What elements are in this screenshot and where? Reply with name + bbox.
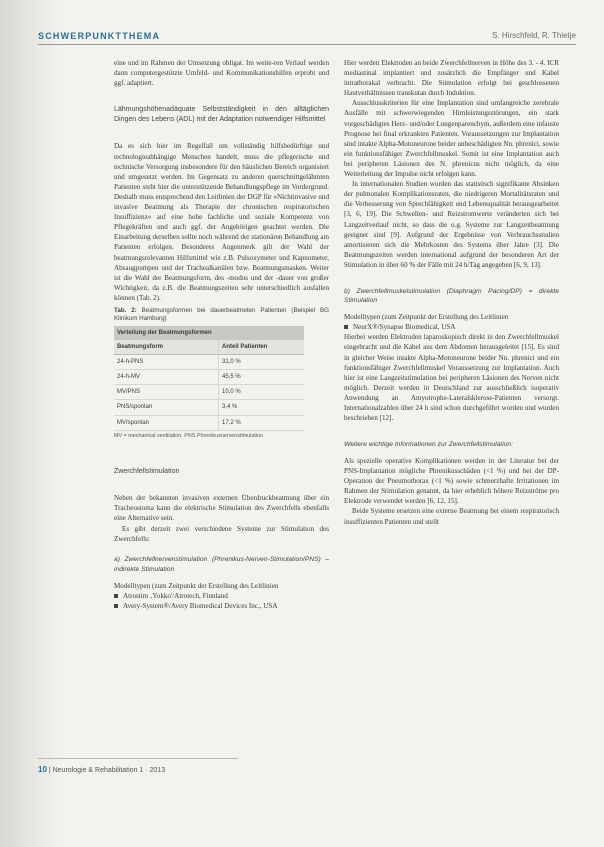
table-header-cell: Beatmungsform xyxy=(114,340,219,355)
subheading: b) Zwerchfellmuskelstimulation (Diaphragm Pacing/DP) = direkte Stimulation xyxy=(344,287,559,305)
table-cell: PNS/spontan xyxy=(114,400,219,415)
table-cell: MV/spontan xyxy=(114,415,219,430)
paragraph: eine und im Rahmen der Umsetzung obligat. Im weite-ren Verlauf werden dann computergestützte Umfeld- und Kommunikationshilfen erprobt und ggf. adaptiert. xyxy=(114,59,329,88)
list-item-text: Avery-System®/Avery Biomedical Devices Inc., USA xyxy=(123,602,278,611)
section-heading: Zwerchfellstimulation xyxy=(114,467,180,475)
table-row xyxy=(114,415,304,430)
paragraph: Modelltypen (zum Zeitpunkt der Erstellung des Leitlinien xyxy=(344,313,509,322)
page-number: 10 xyxy=(38,765,47,774)
paragraph: Es gibt derzeit zwei verschiedene Systeme zur Stimulation des Zwerchfells: xyxy=(114,524,329,543)
footer-separator: | xyxy=(48,767,53,774)
table-cell: MV/PNS xyxy=(114,385,219,400)
table-cell: 24-h-MV xyxy=(114,370,219,385)
section-label: SCHWERPUNKTTHEMA xyxy=(38,31,161,41)
table-row xyxy=(114,355,304,370)
list-item xyxy=(114,601,329,611)
table-row xyxy=(114,385,304,400)
list-item xyxy=(344,322,559,332)
subsection-heading: Lähmungshöhenadäquate Selbstständigkeit in den alltäglichen Dingen des Lebens (ADL) mit der Adaptation notwendiger Hilfsmittel xyxy=(114,106,329,123)
paragraph: Beide Systeme ersetzen eine externe Beatmung bei einem respiratorisch insuffizienten Patienten und stellt xyxy=(344,507,559,526)
table-cell: 17,2 % xyxy=(219,415,305,430)
paragraph: Modelltypen (zum Zeitpunkt der Erstellung des Leitlinien xyxy=(114,581,279,590)
table-caption-text: Beatmungsformen bei dauerbeatmeten Patienten (Beispiel BG Klinikum Hamburg) xyxy=(114,306,329,322)
paragraph: In internationalen Studien wurden das statistisch signifikante Absinken der pulmonalen Komplikationsraten, die niedrigeren Mortalitätsraten und die Verbesserung von Sprechfähigkeit und Lebensqualität herausgearbeitet [3, 6, 19]. Die Schwellen- und Reizstromwerte veränderten sich bei Langzeitverlauf nicht, so dass die o.g. Systeme zur Langzeitbeatmung geeignet sind [9]. Aufgrund der Ergebnisse von Verbrauchsstudien amortisieren sich die Mehrkosten des Systems über Jahre [3]. Die Beatmungszeiten werden international aufgrund der besonderen Art der Stimulation in über 60 % der Fälle mit 24 h/Tag angegeben [6, 9, 13]. xyxy=(344,180,559,269)
table-footnote: MV = mechanical ventilation, PNS Phrenikusnervenstimulation xyxy=(114,432,264,439)
paragraph: Neben der bekannten invasiven externen Überdruckbeatmung über ein Tracheostoma kann die elektrische Stimulation des Zwerchfells ebenfalls eine Alternative sein. xyxy=(114,494,329,523)
header-rule xyxy=(38,44,576,45)
table-cell: 3,4 % xyxy=(219,400,305,415)
table-row xyxy=(114,370,304,385)
table-caption xyxy=(114,307,329,323)
paragraph: Da es sich hier im Regelfall um vollständig hilfsbedürftige und technologieabhängige Menschen handelt, muss die pflegerische und technische Versorgung insbesondere für den häuslichen Bereich organisiert und umgesetzt werden. Im Gegensatz zu anderen querschnittgelähmten Patienten steht hier die unterstützende Behandlungspflege im Vordergrund. Deshalb muss entsprechend den Leitlinien der DGP für »Nichtinvasive und invasive Beatmung als Therapie der chronischen respiratorischen Insuffizienz« auf eine hohe fachliche und soziale Kompetenz von Pflegekräften und auch ggf. der Angehörigen geachtet werden. Die Einarbeitung derselben sollte noch während der stationären Behandlung am Patienten erfolgen. Besonderes Augenmerk gilt der Wahl der beatmungsrelevanten Hilfsmittel wie z.B. Pulsoxymeter und Kapnometer, Absaugpumpen und der Trachealkanülen bzw. Beatmungsmasken. Weiter ist die Wahl der Beatmungsform, des -modus und der -dauer von großer Wichtigkeit, da z.B. die Beatmungszeiten sehr unterschiedlich ausfallen können (Tab. 2). xyxy=(114,142,329,302)
journal-name: Neurologie & Rehabilitation 1 · 2013 xyxy=(52,767,166,774)
right-column xyxy=(344,58,559,527)
list-item xyxy=(114,591,329,601)
authors-label: S. Hirschfeld, R. Thietje xyxy=(492,31,576,40)
bullet-square-icon xyxy=(114,604,118,608)
paragraph: Hier werden Elektroden an beide Zwerchfellnerven in Höhe des 3. - 4. ICR mediastinal implantiert und zusätzlich die Empfänger und Kabel intrathorakal verbracht. Die Stimulation erfolgt bei geschlossenen Hautverhältnissen transkutan durch Induktion. xyxy=(344,59,559,98)
subheading: Weitere wichtige Informationen zur Zwerchfellstimulation: xyxy=(344,440,513,448)
table-header-cell: Anteil Patienten xyxy=(219,340,305,355)
table-caption-label: Tab. 2: xyxy=(114,306,137,314)
page-gutter-shadow xyxy=(0,0,60,847)
footer-rule xyxy=(38,758,238,759)
list-item-text: Atrostim ‚Yokko'/Atrotech, Finnland xyxy=(123,591,228,600)
list-item-text: NeurX®/Synapse Biomedical, USA xyxy=(353,323,456,332)
bullet-square-icon xyxy=(344,325,348,329)
subheading: a) Zwerchfellnervenstimulation (Phrenikus-Nerven-Stimulation/PNS) – indirekte Stimulation xyxy=(114,556,329,573)
table-cell: 24-h-PNS xyxy=(114,355,219,370)
table-cell: 10,0 % xyxy=(219,385,305,400)
paragraph: Ausschlusskriterien für eine Implantation sind umfangreiche zerebrale Ausfälle mit schwerwiegenden Hirnleistungsstörungen, ein stark vorgeschädigtes Herz- und/oder Lungenparenchym, außerdem eine infauste Prognose bei final erkrankten Patienten. Voraussetzungen zur Implantation sind intakte Alpha-Motoneurone beider unbeschädigten Nn. phrenici, sowie ein funktionsfähiger Zwerchfellmuskel. Somit ist eine Implantation auch bei peripheren Läsionen des N. phrenicus nicht möglich, da eine Weiterleitung der Impulse nicht erfolgen kann. xyxy=(344,99,559,179)
table-cell: 45,5 % xyxy=(219,370,305,385)
paragraph: Hierbei werden Elektroden laparoskopisch direkt in den Zwerchfellmuskel eingebracht und die Kabel aus dem Abdomen herausgeleitet [15]. Es sind in gleicher Weise intakte Alpha-Motoneurone beider Nn. phrenici und ein funktionsfähiger Zwerchfellmuskel Voraussetzung zur Implantation. Auch hier ist eine Langzeitstimulation bei peripheren Läsionen des Nerven nicht möglich. Derzeit werden in Deutschland zur ausschließlich isoperativ Anwendung an Amyotrophe-Lateralsklerose-Patienten versorgt. Internationalzahlen über 24 h sind schon durchgeführt worden und wurden beschrieben [12]. xyxy=(344,333,559,423)
paragraph: Als spezielle operative Komplikationen werden in der Literatur bei der PNS-Implantation mögliche Phrenikusschäden (<1 %) und bei der DP-Operation der Pneumothorax (<1 %) sowie schmerzhafte Irritationen im Rahmen der Stimulation genannt, da hier erheblich höhere Reizströme pro Elektrode verwendet werden [6, 12, 15]. xyxy=(344,456,559,506)
table-row xyxy=(114,400,304,415)
page-footer xyxy=(38,765,165,774)
table-cell: 31,0 % xyxy=(219,355,305,370)
left-column xyxy=(114,58,329,611)
bullet-square-icon xyxy=(114,594,118,598)
table-title: Verteilung der Beatmungsformen xyxy=(114,326,304,340)
ventilation-table xyxy=(114,326,304,431)
